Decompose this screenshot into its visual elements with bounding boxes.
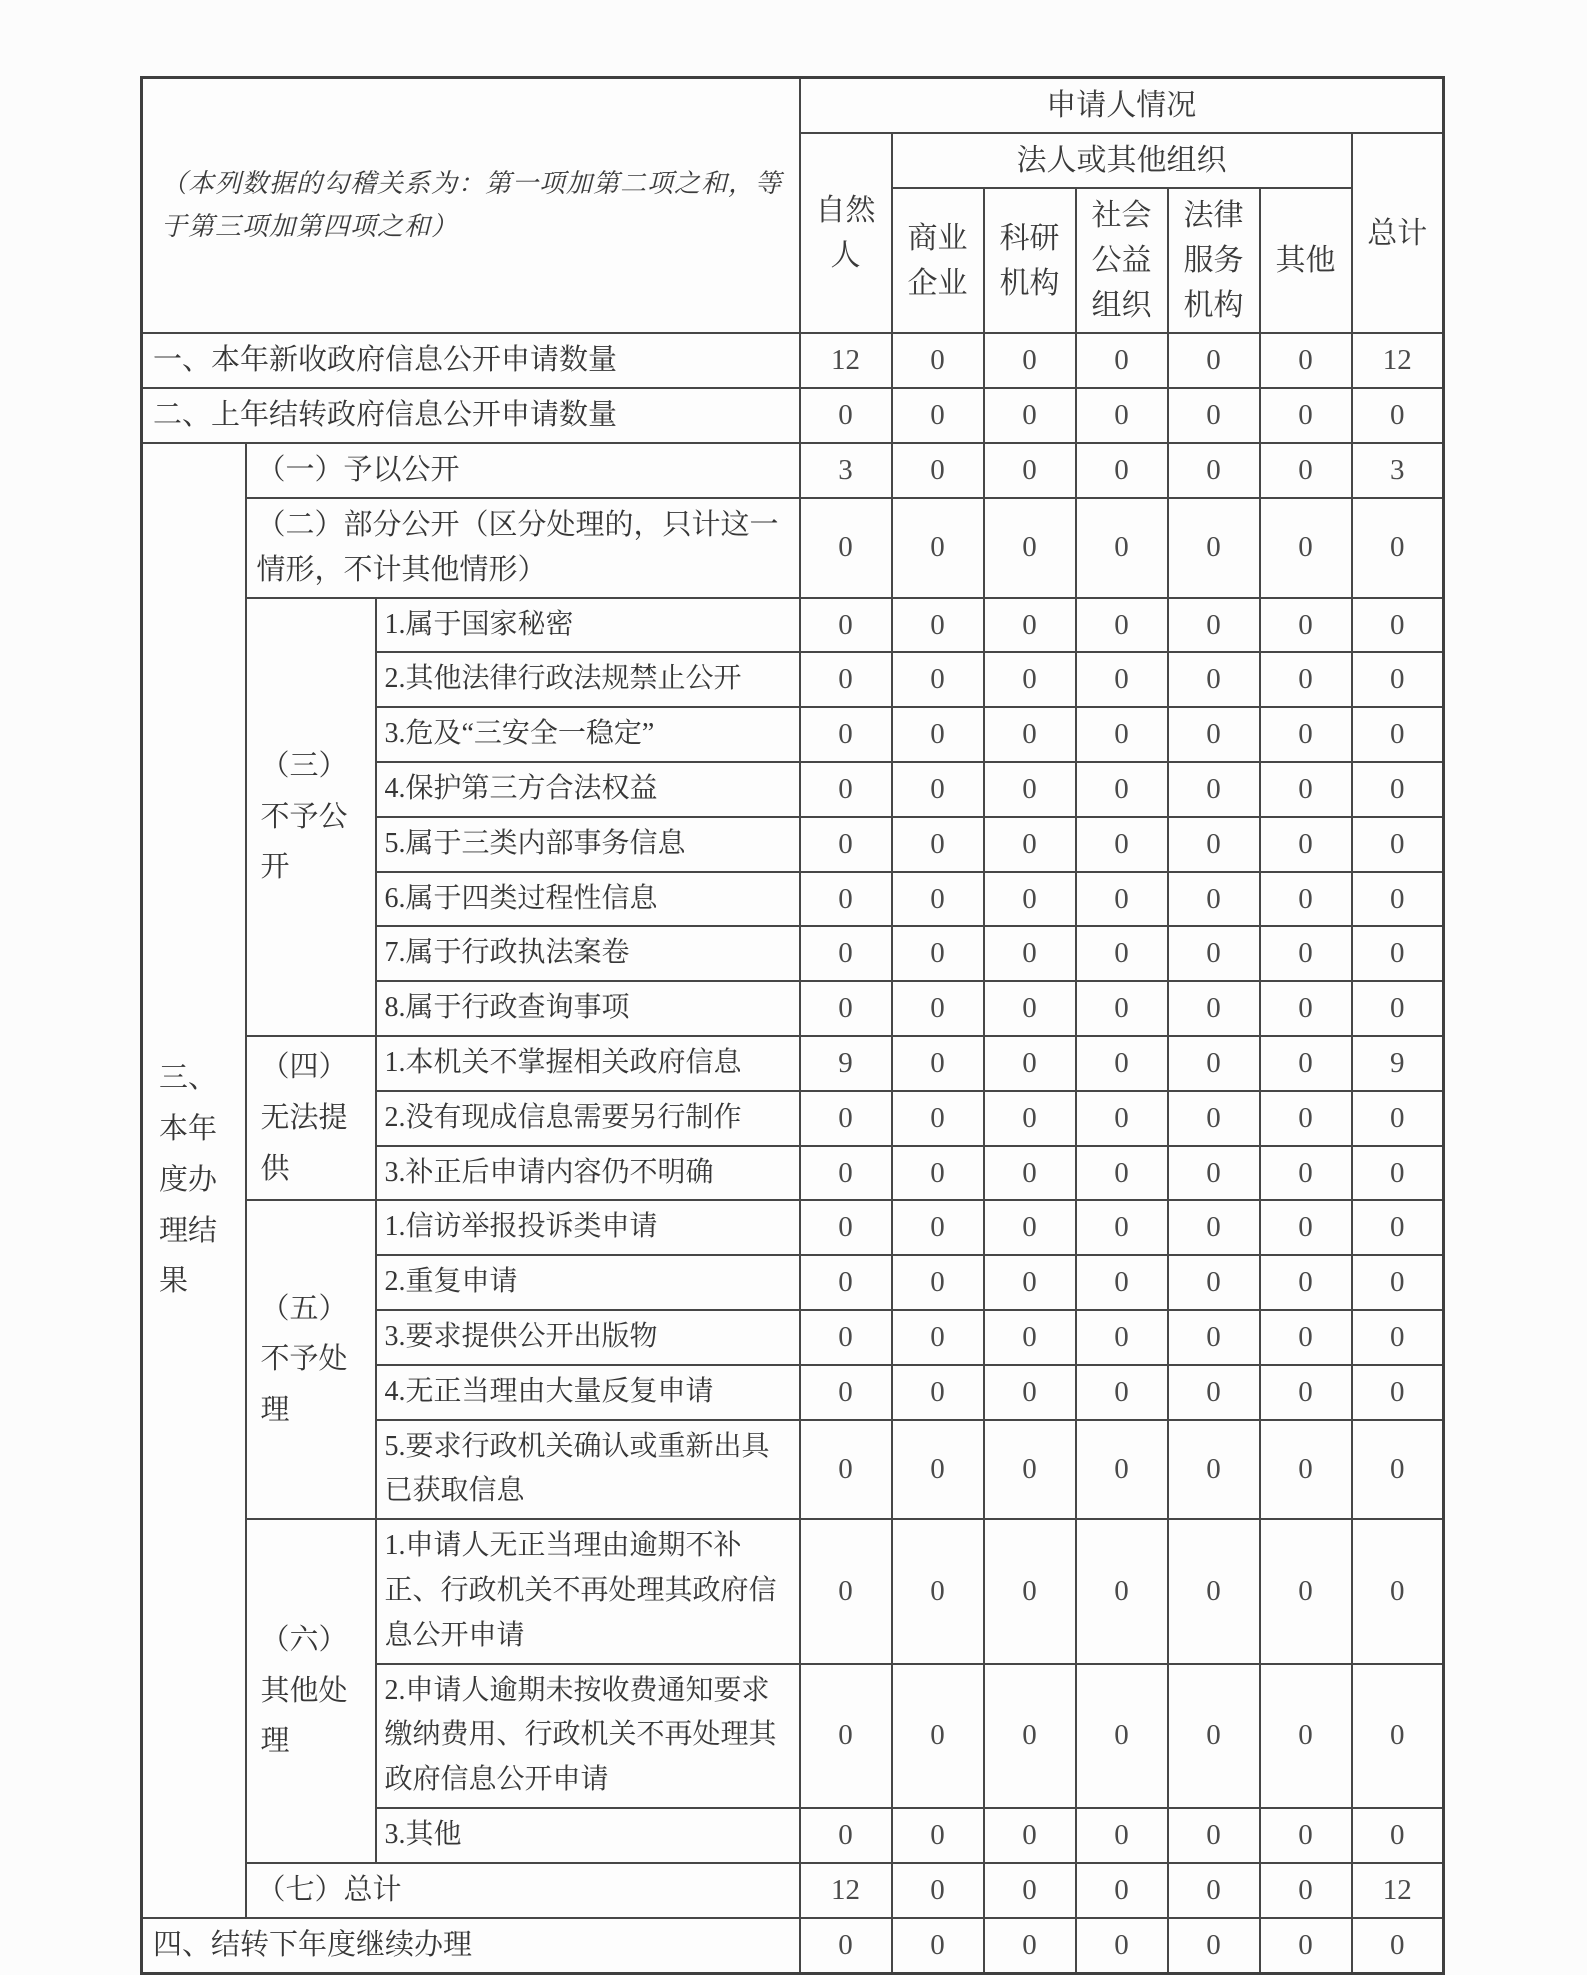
value-cell: 0 [1168,498,1260,598]
value-cell: 0 [800,981,892,1036]
value-cell: 0 [1076,333,1168,388]
value-cell: 0 [984,652,1076,707]
row-label: 2.申请人逾期未按收费通知要求缴纳费用、行政机关不再处理其政府信息公开申请 [376,1664,800,1808]
value-cell: 0 [1076,1255,1168,1310]
value-cell: 0 [1168,652,1260,707]
row-label: 3.其他 [376,1808,800,1863]
row-label: 8.属于行政查询事项 [376,981,800,1036]
value-cell: 0 [984,1310,1076,1365]
value-cell: 0 [1260,872,1352,927]
value-cell: 0 [1352,872,1444,927]
header-applicant-status: 申请人情况 [800,78,1444,134]
value-cell: 0 [892,1200,984,1255]
row-label: （二）部分公开（区分处理的，只计这一情形，不计其他情形） [246,498,800,598]
value-cell: 0 [1168,1310,1260,1365]
value-cell: 0 [1352,1664,1444,1808]
value-cell: 0 [1168,981,1260,1036]
value-cell: 0 [1352,1420,1444,1520]
value-cell: 0 [1352,981,1444,1036]
value-cell: 0 [1260,817,1352,872]
value-cell: 0 [984,498,1076,598]
value-cell: 0 [984,762,1076,817]
row-label: 二、上年结转政府信息公开申请数量 [142,388,800,443]
value-cell: 0 [892,1255,984,1310]
value-cell: 0 [1076,1918,1168,1973]
value-cell: 0 [1076,652,1168,707]
value-cell: 0 [1352,1519,1444,1663]
value-cell: 0 [1168,443,1260,498]
value-cell: 0 [800,1255,892,1310]
value-cell: 0 [1168,1664,1260,1808]
value-cell: 0 [1168,333,1260,388]
value-cell: 0 [800,1365,892,1420]
value-cell: 0 [1076,707,1168,762]
value-cell: 0 [984,1200,1076,1255]
value-cell: 0 [1076,388,1168,443]
report-table [140,76,1445,1975]
row-label: （一）予以公开 [246,443,800,498]
value-cell: 0 [984,981,1076,1036]
value-cell: 0 [1352,1146,1444,1201]
value-cell: 0 [1168,1519,1260,1663]
value-cell: 0 [1260,762,1352,817]
value-cell: 0 [800,598,892,653]
value-cell: 0 [800,817,892,872]
value-cell: 0 [1260,1310,1352,1365]
value-cell: 0 [1260,981,1352,1036]
value-cell: 0 [892,1310,984,1365]
value-cell: 0 [1260,1091,1352,1146]
value-cell: 0 [892,333,984,388]
value-cell: 0 [892,1365,984,1420]
value-cell: 0 [1352,1918,1444,1973]
value-cell: 0 [1076,817,1168,872]
row-label: 3.危及“三安全一稳定” [376,707,800,762]
row-label: 4.保护第三方合法权益 [376,762,800,817]
value-cell: 0 [1076,872,1168,927]
value-cell: 0 [984,1420,1076,1520]
value-cell: 0 [984,1664,1076,1808]
col-header-social-welfare-org: 社会公益组织 [1076,188,1168,333]
row-label: 1.属于国家秘密 [376,598,800,653]
value-cell: 0 [1168,1808,1260,1863]
value-cell: 0 [892,388,984,443]
value-cell: 0 [1076,1365,1168,1420]
value-cell: 0 [800,1420,892,1520]
col-header-business-enterprise: 商业企业 [892,188,984,333]
table-row [142,388,1444,443]
row-label: 4.无正当理由大量反复申请 [376,1365,800,1420]
value-cell: 0 [1168,1420,1260,1520]
value-cell: 0 [1168,1200,1260,1255]
value-cell: 0 [800,1918,892,1973]
value-cell: 0 [892,443,984,498]
value-cell: 3 [1352,443,1444,498]
table-row [142,1200,1444,1255]
value-cell: 0 [984,872,1076,927]
value-cell: 0 [800,1519,892,1663]
value-cell: 0 [1076,1036,1168,1091]
value-cell: 0 [892,707,984,762]
value-cell: 0 [800,1200,892,1255]
report-page [0,76,1587,1961]
value-cell: 0 [1352,1200,1444,1255]
value-cell: 0 [984,1918,1076,1973]
value-cell: 0 [1168,1863,1260,1918]
value-cell: 0 [1260,926,1352,981]
value-cell: 0 [984,1146,1076,1201]
row-label: （七）总计 [246,1863,800,1918]
value-cell: 0 [1076,1808,1168,1863]
value-cell: 0 [1260,1365,1352,1420]
value-cell: 0 [1352,652,1444,707]
value-cell: 0 [1076,1420,1168,1520]
value-cell: 0 [800,1091,892,1146]
value-cell: 0 [1260,443,1352,498]
value-cell: 0 [1352,1091,1444,1146]
value-cell: 0 [984,1255,1076,1310]
value-cell: 0 [892,498,984,598]
header-legal-or-other-org: 法人或其他组织 [892,133,1352,188]
value-cell: 12 [800,333,892,388]
value-cell: 0 [1168,762,1260,817]
value-cell: 0 [1168,388,1260,443]
row-label: 5.要求行政机关确认或重新出具已获取信息 [376,1420,800,1520]
row-label: 1.申请人无正当理由逾期不补正、行政机关不再处理其政府信息公开申请 [376,1519,800,1663]
value-cell: 0 [1260,707,1352,762]
table-row [142,1519,1444,1663]
value-cell: 0 [1260,1863,1352,1918]
value-cell: 0 [800,498,892,598]
value-cell: 0 [800,707,892,762]
row-label: 5.属于三类内部事务信息 [376,817,800,872]
value-cell: 0 [892,926,984,981]
value-cell: 0 [984,707,1076,762]
value-cell: 0 [800,872,892,927]
value-cell: 0 [1168,817,1260,872]
col-header-research-institution: 科研机构 [984,188,1076,333]
table-row [142,1918,1444,1973]
section3-side-label: 三、本年度办理结果 [142,443,246,1918]
value-cell: 0 [984,1808,1076,1863]
value-cell: 0 [1168,707,1260,762]
row-label: 一、本年新收政府信息公开申请数量 [142,333,800,388]
value-cell: 0 [800,388,892,443]
value-cell: 0 [1076,1310,1168,1365]
value-cell: 0 [1168,1036,1260,1091]
value-cell: 12 [800,1863,892,1918]
value-cell: 0 [1352,498,1444,598]
value-cell: 0 [984,1365,1076,1420]
value-cell: 0 [984,333,1076,388]
value-cell: 0 [1352,1365,1444,1420]
table-row [142,1863,1444,1918]
value-cell: 0 [892,762,984,817]
value-cell: 9 [1352,1036,1444,1091]
value-cell: 0 [800,762,892,817]
value-cell: 0 [984,1519,1076,1663]
value-cell: 0 [800,1146,892,1201]
value-cell: 0 [892,1664,984,1808]
value-cell: 0 [1076,1091,1168,1146]
value-cell: 0 [1352,1808,1444,1863]
value-cell: 0 [1168,1146,1260,1201]
value-cell: 0 [984,598,1076,653]
table-row [142,333,1444,388]
value-cell: 0 [1260,1808,1352,1863]
value-cell: 0 [892,1863,984,1918]
value-cell: 0 [800,926,892,981]
group-label-other-processing: （六）其他处理 [246,1519,376,1863]
value-cell: 0 [892,1036,984,1091]
header-row-1 [142,78,1444,134]
value-cell: 0 [1168,872,1260,927]
value-cell: 0 [892,1808,984,1863]
value-cell: 0 [1260,1255,1352,1310]
value-cell: 0 [892,1420,984,1520]
col-header-other: 其他 [1260,188,1352,333]
row-label: 1.信访举报投诉类申请 [376,1200,800,1255]
table-row [142,498,1444,598]
value-cell: 0 [800,1664,892,1808]
value-cell: 0 [800,1310,892,1365]
value-cell: 0 [1260,388,1352,443]
value-cell: 0 [892,652,984,707]
value-cell: 0 [1352,1255,1444,1310]
value-cell: 0 [1352,926,1444,981]
value-cell: 0 [984,926,1076,981]
value-cell: 0 [984,817,1076,872]
value-cell: 0 [1076,981,1168,1036]
value-cell: 0 [1352,388,1444,443]
value-cell: 0 [892,1519,984,1663]
value-cell: 0 [1076,1146,1168,1201]
note-cell: （本列数据的勾稽关系为：第一项加第二项之和，等于第三项加第四项之和） [142,78,800,334]
row-label: 2.其他法律行政法规禁止公开 [376,652,800,707]
value-cell: 0 [1260,333,1352,388]
row-label: 3.补正后申请内容仍不明确 [376,1146,800,1201]
value-cell: 0 [1260,1918,1352,1973]
value-cell: 0 [1352,762,1444,817]
value-cell: 0 [1076,762,1168,817]
col-header-legal-service-org: 法律服务机构 [1168,188,1260,333]
value-cell: 12 [1352,1863,1444,1918]
table-row [142,443,1444,498]
col-header-total: 总计 [1352,133,1444,333]
value-cell: 0 [1352,598,1444,653]
value-cell: 0 [800,1808,892,1863]
value-cell: 0 [984,388,1076,443]
value-cell: 0 [1168,1918,1260,1973]
value-cell: 0 [892,1091,984,1146]
value-cell: 0 [1076,926,1168,981]
group-label-not-disclosed: （三）不予公开 [246,598,376,1036]
value-cell: 9 [800,1036,892,1091]
value-cell: 0 [892,1918,984,1973]
value-cell: 0 [1260,598,1352,653]
value-cell: 12 [1352,333,1444,388]
table-row [142,1036,1444,1091]
value-cell: 0 [1352,1310,1444,1365]
group-label-not-processed: （五）不予处理 [246,1200,376,1519]
value-cell: 0 [1260,1036,1352,1091]
col-header-natural-person: 自然人 [800,133,892,333]
value-cell: 0 [892,872,984,927]
row-label: 3.要求提供公开出版物 [376,1310,800,1365]
value-cell: 0 [1076,598,1168,653]
value-cell: 0 [1260,1420,1352,1520]
value-cell: 0 [1168,1365,1260,1420]
value-cell: 0 [1076,498,1168,598]
row-label: 7.属于行政执法案卷 [376,926,800,981]
value-cell: 0 [1168,598,1260,653]
row-label: 6.属于四类过程性信息 [376,872,800,927]
value-cell: 0 [984,443,1076,498]
value-cell: 0 [892,598,984,653]
value-cell: 0 [1168,1255,1260,1310]
value-cell: 0 [1260,1519,1352,1663]
value-cell: 0 [892,1146,984,1201]
value-cell: 0 [1076,443,1168,498]
value-cell: 0 [1352,817,1444,872]
value-cell: 0 [984,1036,1076,1091]
value-cell: 0 [1260,498,1352,598]
value-cell: 0 [1260,1664,1352,1808]
value-cell: 0 [1076,1519,1168,1663]
value-cell: 0 [984,1091,1076,1146]
value-cell: 0 [1168,926,1260,981]
group-label-unable-to-provide: （四）无法提供 [246,1036,376,1200]
value-cell: 3 [800,443,892,498]
row-label: 2.重复申请 [376,1255,800,1310]
value-cell: 0 [800,652,892,707]
value-cell: 0 [1076,1664,1168,1808]
value-cell: 0 [892,817,984,872]
value-cell: 0 [892,981,984,1036]
value-cell: 0 [984,1863,1076,1918]
value-cell: 0 [1352,707,1444,762]
value-cell: 0 [1168,1091,1260,1146]
value-cell: 0 [1076,1200,1168,1255]
value-cell: 0 [1076,1863,1168,1918]
value-cell: 0 [1260,652,1352,707]
value-cell: 0 [1260,1200,1352,1255]
value-cell: 0 [1260,1146,1352,1201]
row-label: 1.本机关不掌握相关政府信息 [376,1036,800,1091]
row-label: 四、结转下年度继续办理 [142,1918,800,1973]
row-label: 2.没有现成信息需要另行制作 [376,1091,800,1146]
table-row [142,598,1444,653]
